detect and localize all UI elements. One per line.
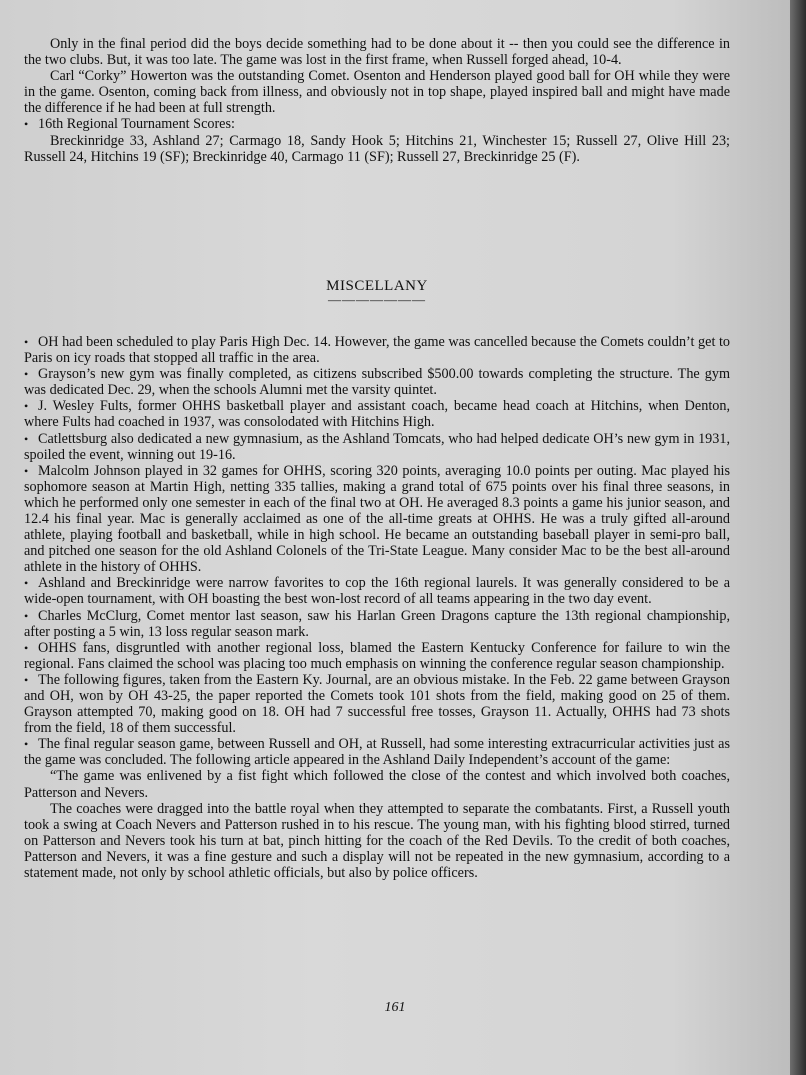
misc-item (24, 608, 730, 640)
misc-item-text: Grayson’s new gym was finally completed, as citizens subscribed $500.00 towards completing the structure. The gym was dedicated Dec. 29, when the schools Alumni met the varsity quintet. (24, 366, 730, 399)
bullet-scores-heading (24, 116, 730, 132)
bullet-icon: • (24, 463, 29, 478)
misc-item-text: OH had been scheduled to play Paris High Dec. 14. However, the game was cancelled because the Comets couldn’t get to Paris on icy roads that stopped all traffic in the area. (24, 333, 730, 367)
misc-item (24, 431, 730, 463)
misc-item-text: The final regular season game, between Russell and OH, at Russell, had some interesting extracurricular activities just as the game was concluded. The following article appeared in the Ashland Daily Independent’s account of the game: (24, 736, 730, 769)
bullet-icon: • (24, 367, 29, 382)
bullet-icon: • (24, 334, 29, 349)
misc-item (24, 672, 730, 736)
misc-item (24, 640, 730, 672)
quote-paragraph-2: The coaches were dragged into the battle royal when they attempted to separate the combatants. First, a Russell youth took a swing at Coach Nevers and Patterson rushed in to his rescue. The young man, with his fighting blood stirred, turned on Patterson and Nevers took his turn at bat, pinch hitting for the coach of the Red Devils. To the credit of both coaches, Patterson and Nevers, it was a fine gesture and such a display will not be repeated in the new gymnasium, according to a statement made, not only by school athletic officials, but also by police officers. (24, 800, 730, 882)
misc-item-text: J. Wesley Fults, former OHHS basketball player and assistant coach, became head coach at Hitchins, when Denton, where Fults had coached in 1937, was consolodated with Hitchins High. (24, 398, 730, 431)
section-rule: ——————— (328, 291, 426, 307)
book-spine (790, 0, 806, 1075)
misc-item-text: The following figures, taken from the Eastern Ky. Journal, are an obvious mistake. In the Feb. 22 game between Grayson and OH, won by OH 43-25, the paper reported the Comets took 101 shots from the field, making good on 25 of them. Grayson attempted 70, making good on 18. OH had 7 successful free tosses, Grayson 11. Actually, OHHS had 73 shots from the field, 18 of them successful. (24, 671, 730, 737)
page-text (24, 36, 730, 881)
bullet-icon: • (24, 399, 29, 414)
bullet-icon: • (24, 608, 29, 623)
section-title: MISCELLANY (326, 277, 428, 294)
top-paragraph-2: Carl “Corky” Howerton was the outstanding Comet. Osenton and Henderson played good ball for OH while they were in the game. Osenton, coming back from illness, and obviously not in top shape, played inspired ball and might have made the difference if he had been at full strength. (24, 68, 730, 117)
quote-paragraph-1: “The game was enlivened by a fist fight which followed the close of the contest and which involved both coaches, Patterson and Nevers. (24, 768, 730, 801)
misc-item-text: Catlettsburg also dedicated a new gymnasium, as the Ashland Tomcats, who had helped dedicate OH’s new gym in 1931, spoiled the event, winning out 19-16. (24, 430, 730, 463)
misc-item-text: OHHS fans, disgruntled with another regional loss, blamed the Eastern Kentucky Conference for failure to win the regional. Fans claimed the school was placing too much emphasis on winning the conference regular season championship. (24, 639, 730, 672)
bullet-icon: • (24, 576, 29, 591)
misc-item (24, 334, 730, 366)
misc-item (24, 463, 730, 576)
bullet-icon: • (24, 737, 29, 752)
tournament-scores: Breckinridge 33, Ashland 27; Carmago 18, Sandy Hook 5; Hitchins 21, Winchester 15; Russell 27, Olive Hill 23; Russell 24, Hitchins 19 (SF); Breckinridge 40, Carmago 11 (SF); Russell 27, Breckinridge 25 (F). (24, 132, 730, 165)
misc-item (24, 736, 730, 768)
bullet-icon: • (24, 431, 29, 446)
misc-item-text: Ashland and Breckinridge were narrow favorites to cop the 16th regional laurels. It was generally considered to be a wide-open tournament, with OH boasting the best won-lost record of all teams appearing in the two day event. (24, 575, 730, 608)
bullet-icon: • (24, 640, 29, 655)
bullet-icon: • (24, 672, 29, 687)
page-number: 161 (384, 1000, 406, 1015)
miscellany-items (24, 334, 730, 881)
misc-item (24, 575, 730, 607)
misc-item-text: Charles McClurg, Comet mentor last season, saw his Harlan Green Dragons capture the 13th regional championship, after posting a 5 win, 13 loss regular season mark. (24, 607, 730, 640)
misc-item (24, 366, 730, 398)
scores-heading-text: 16th Regional Tournament Scores: (38, 116, 235, 133)
misc-item (24, 398, 730, 430)
bullet-icon: • (24, 117, 29, 132)
misc-item-text: Malcolm Johnson played in 32 games for OHHS, scoring 320 points, averaging 10.0 points per outing. Mac played his sophomore season at Martin High, netting 335 tallies, making a grand total of 675 points over his final three seasons, in which he performed only one semester in each of the final two at OH. He averaged 8.3 points a game his junior season, and 12.4 his final year. Mac is generally acclaimed as one of the all-time greats at OHHS. He was a truly gifted all-around athlete, playing football and basketball, while in high school. He became an outstanding baseball player in semi-pro ball, and pitched one season for the old Ashland Colonels of the Tri-State League. Many consider Mac to be the best all-around athlete in the history of OHHS. (24, 462, 730, 576)
top-paragraph-1: Only in the final period did the boys decide something had to be done about it -- then you could see the difference in the two clubs. But, it was too late. The game was lost in the first frame, when Russell forged ahead, 10-4. (24, 36, 730, 69)
